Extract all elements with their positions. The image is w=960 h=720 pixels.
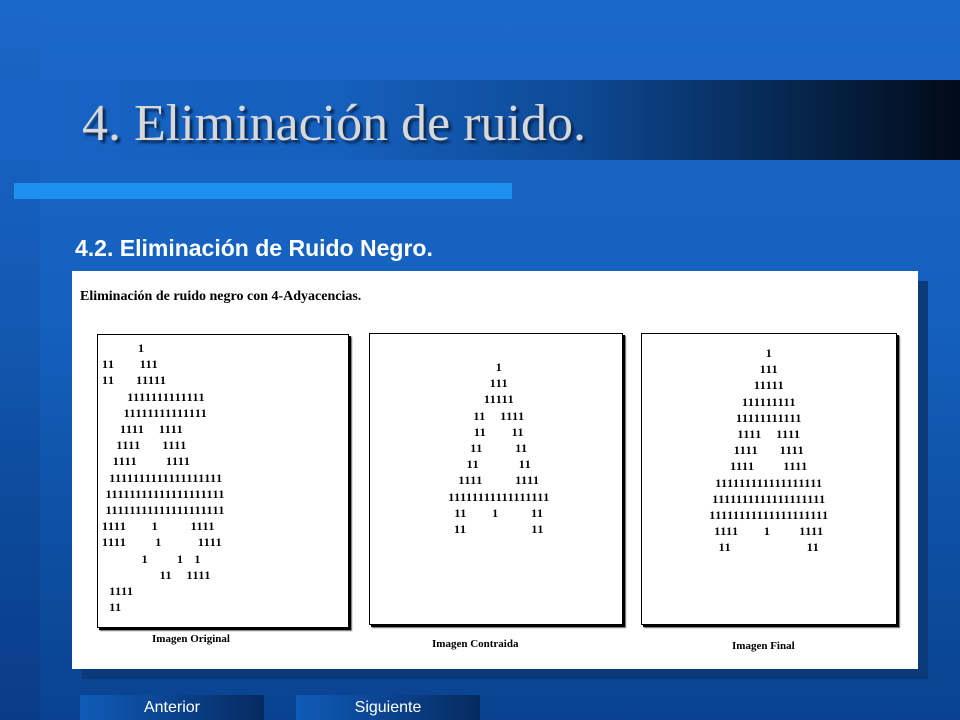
pixel-row: 1: [495, 360, 503, 374]
pixel-row: 1111 1111: [737, 427, 801, 441]
pixel-row: 11111111111111111111: [709, 508, 829, 522]
figure-title: Eliminación de ruido negro con 4-Adyacencias.: [80, 289, 362, 304]
previous-button[interactable]: Anterior: [80, 695, 264, 720]
pixel-row: 1: [102, 341, 145, 355]
pixel-row: 11: [102, 600, 122, 615]
slide-title: 4. Eliminación de ruido.: [82, 95, 587, 152]
noise-removal-figure: [72, 271, 918, 669]
pixel-row: 1111111111111: [102, 389, 206, 404]
pixel-row: 1111: [102, 584, 134, 598]
slide-subtitle: 4.2. Eliminación de Ruido Negro.: [75, 235, 433, 261]
caption-original: Imagen Original: [152, 633, 230, 645]
pixel-row: 11 11111: [102, 373, 167, 388]
pixel-row: 1111 1 1111: [714, 524, 824, 539]
pixel-row: 11111: [483, 392, 515, 407]
pixel-row: 111: [489, 376, 509, 391]
pixel-row: 11 11: [718, 540, 820, 555]
pixel-row: 11 111: [102, 357, 159, 372]
navigation-bar: [80, 695, 480, 720]
pixel-row: 1111 1 1111: [102, 535, 223, 550]
pixel-row: 1111111111111111111: [712, 491, 826, 506]
pixel-row: 1111111111111111111: [102, 470, 223, 485]
pixel-row: 11 1 11: [454, 505, 544, 520]
pixel-row: 1 1 1: [102, 551, 201, 566]
caption-contracted: Imagen Contraida: [432, 638, 519, 650]
pixel-row: 11 11: [454, 522, 544, 536]
pixel-row: 1111 1111: [458, 473, 540, 488]
pixel-row: 11111111111111111111: [102, 503, 226, 517]
panel-original: [97, 334, 349, 628]
pixel-row: 111111111: [741, 394, 797, 409]
pixel-row: 11 1111: [473, 408, 525, 423]
pixel-row: 11111111111: [736, 410, 802, 425]
panel-final: [641, 333, 897, 625]
accent-line: [14, 183, 512, 199]
pixel-row: 111: [759, 362, 779, 377]
pixel-row: 1111 1111: [102, 454, 191, 469]
pixel-row: 11111111111111: [102, 405, 208, 420]
pixel-row: 11 11: [470, 441, 528, 455]
pixel-row: 11111111111111111111: [102, 486, 226, 501]
pixel-row: 1111 1111: [102, 438, 187, 453]
pixel-row: 1111 1111: [102, 422, 184, 436]
pixel-row: 11 11: [466, 457, 532, 472]
pixel-row: 1111 1111: [730, 459, 808, 474]
next-button[interactable]: Siguiente: [296, 695, 480, 720]
pixel-row: 1111 1 1111: [102, 519, 216, 534]
panel-contracted: [369, 333, 623, 625]
pixel-row: 111111111111111111: [715, 475, 823, 490]
pixel-row: 11 11: [473, 424, 525, 439]
pixel-row: 11111: [753, 378, 785, 393]
pixel-row: 1111 1111: [733, 443, 805, 458]
pixel-row: 1: [765, 346, 773, 360]
pixel-row: 11 1111: [102, 567, 211, 582]
caption-final: Imagen Final: [732, 640, 795, 652]
pixel-row: 11111111111111111: [448, 489, 550, 504]
